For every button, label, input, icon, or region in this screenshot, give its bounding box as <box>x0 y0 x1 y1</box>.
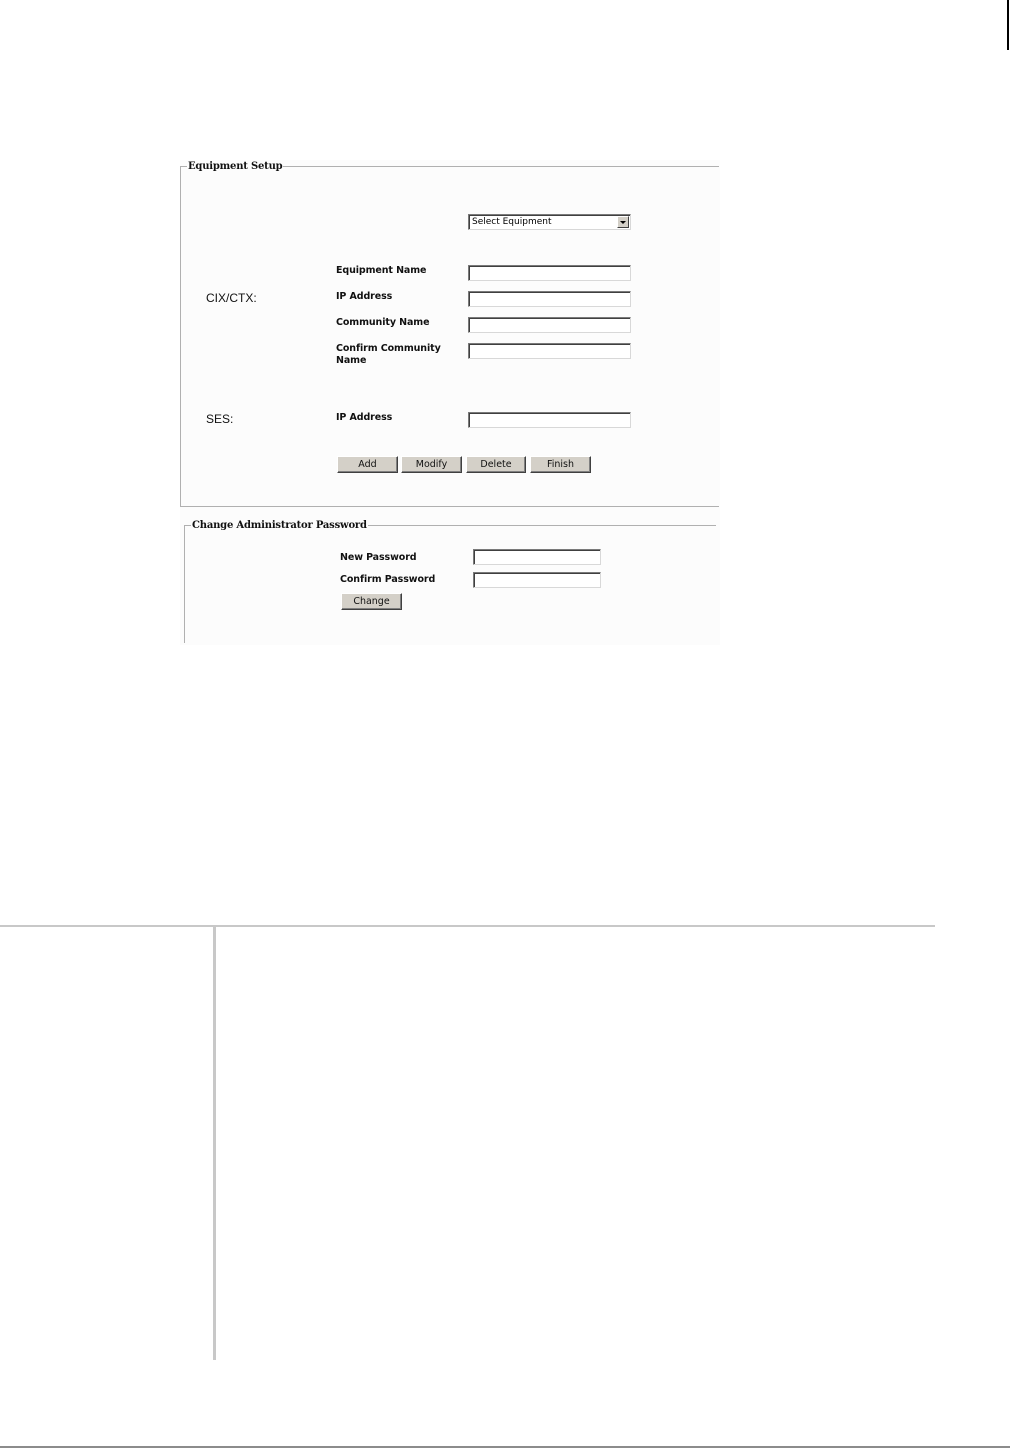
confirm-password-input[interactable] <box>473 572 601 588</box>
new-password-input[interactable] <box>473 549 601 565</box>
cix-ctx-section-label: CIX/CTX: <box>206 291 257 305</box>
ip-address-label: IP Address <box>336 291 393 302</box>
equipment-name-label: Equipment Name <box>336 265 427 276</box>
ses-ip-address-input[interactable] <box>468 412 631 428</box>
community-name-label: Community Name <box>336 317 430 328</box>
add-button[interactable]: Add <box>337 456 398 473</box>
confirm-password-label: Confirm Password <box>340 574 436 585</box>
confirm-community-name-label: Confirm Community Name <box>336 343 441 366</box>
change-password-button[interactable]: Change <box>341 593 402 610</box>
chevron-down-icon[interactable] <box>617 216 629 228</box>
equipment-name-input[interactable] <box>468 265 631 281</box>
ses-ip-address-label: IP Address <box>336 412 393 423</box>
ip-address-input[interactable] <box>468 291 631 307</box>
finish-button[interactable]: Finish <box>530 456 591 473</box>
select-equipment-value: Select Equipment <box>472 217 552 227</box>
new-password-label: New Password <box>340 552 417 563</box>
equipment-config-panel <box>180 160 720 645</box>
community-name-input[interactable] <box>468 317 631 333</box>
section-divider <box>0 925 935 927</box>
change-password-legend: Change Administrator Password <box>192 520 367 531</box>
delete-button[interactable]: Delete <box>466 456 526 473</box>
equipment-setup-left-border <box>180 166 181 506</box>
footer-rule <box>0 1446 1010 1448</box>
equipment-setup-bottom-border <box>180 506 719 507</box>
margin-column-divider <box>213 925 216 1360</box>
modify-button[interactable]: Modify <box>401 456 462 473</box>
select-equipment-dropdown[interactable] <box>468 214 631 230</box>
confirm-community-name-input[interactable] <box>468 343 631 359</box>
equipment-setup-legend: Equipment Setup <box>188 161 283 172</box>
ses-section-label: SES: <box>206 412 234 426</box>
page-corner-mark <box>1007 0 1009 50</box>
change-password-left-border <box>184 525 185 643</box>
